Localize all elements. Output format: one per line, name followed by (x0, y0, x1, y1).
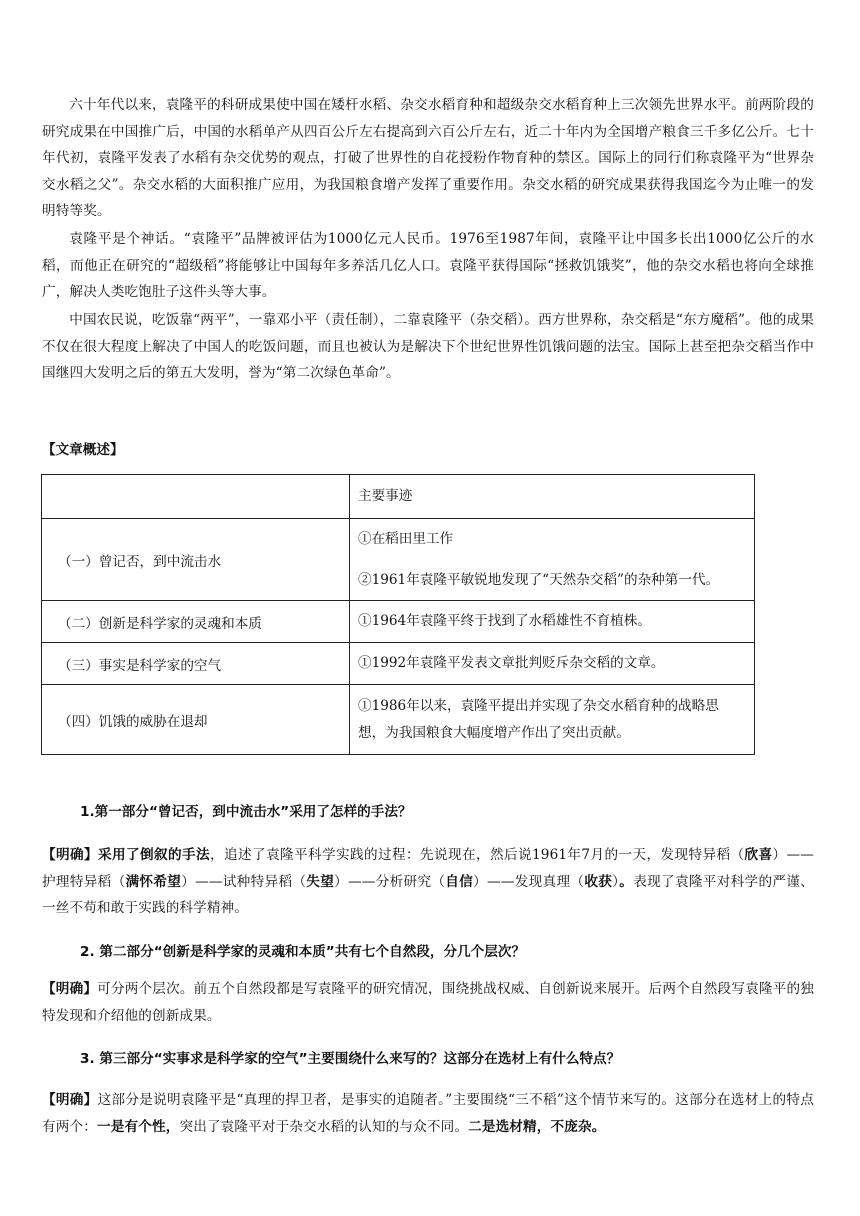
section-heading: 【文章概述】 (42, 442, 124, 458)
answer-text-run: ）——分析研究（ (334, 873, 446, 890)
table-row (42, 685, 755, 755)
question-1: 1.第一部分“曾记否，到中流击水”采用了怎样的手法？ (80, 804, 412, 820)
answer-text-run: 二是选材精，不庞杂。 (468, 1118, 606, 1135)
fact-item: ①在稻田里工作 (358, 530, 454, 547)
facts-cell (350, 519, 755, 601)
fact-item: ①1992年袁隆平发表文章批判贬斥杂交稻的文章。 (358, 655, 665, 671)
answer-body (42, 1092, 814, 1135)
table-header-row (42, 475, 755, 519)
facts-cell (350, 685, 755, 755)
part-cell: （一）曾记否，到中流击水 (42, 519, 350, 601)
answer-text-run: 突出了袁隆平对于杂交水稻的认知的与众不同。 (179, 1118, 469, 1135)
answer-3 (42, 1087, 814, 1140)
fact-item: ①1964年袁隆平终于找到了水稻雄性不育植株。 (358, 613, 651, 629)
answer-text-run: ，追述了袁隆平科学实践的过程：先说现在，然后说1961年7月的一天，发现特异稻（ (210, 847, 745, 863)
part-cell: （四）饥饿的威胁在退却 (42, 685, 350, 755)
answer-text-run: ） (612, 873, 620, 890)
answer-text-run: ）——护理特异稻（ (42, 847, 814, 890)
part-cell: （二）创新是科学家的灵魂和本质 (42, 601, 350, 643)
answer-text-run: 表现了袁隆平对科学的严谨、一丝不苟和敢于实践的科学精神。 (42, 873, 814, 916)
answer-text-run: ）——试种特异稻（ (181, 873, 307, 890)
part-cell: （三）事实是科学家的空气 (42, 643, 350, 685)
answer-text-run: 采用了倒叙的手法 (98, 847, 210, 863)
header-cell-right: 主要事迹 (350, 475, 755, 519)
answer-body (42, 847, 814, 916)
answer-text-run: 收获 (584, 873, 613, 890)
answer-text-run: 满怀希望 (125, 873, 182, 890)
answer-text-run: ）——发现真理（ (473, 873, 585, 890)
table-row (42, 643, 755, 685)
paragraph-3: 中国农民说，吃饭靠“两平”，一靠邓小平（责任制），二靠袁隆平（杂交稻）。西方世界称，杂交稻是“东方魔稻”。他的成果不仅在很大程度上解决了中国人的吃饭问题，而且也被认为是解决下个世纪世界性饥饿问题的法宝。国际上甚至把杂交稻当作中国继四大发明之后的第五大发明，誉为“第二次绿色革命”。 (42, 312, 814, 381)
answer-text-run: 可分两个层次。前五个自然段都是写袁隆平的研究情况，围绕挑战权威、自创新说来展开。后两个自然段写袁隆平的独特发现和介绍他的创新成果。 (42, 981, 815, 1024)
paragraph-1: 六十年代以来，袁隆平的科研成果使中国在矮杆水稻、杂交水稻育种和超级杂交水稻育种上三次领先世界水平。前两阶段的研究成果在中国推广后，中国的水稻单产从四百公斤左右提高到六百公斤左右，近二十年内为全国增产粮食三千多亿公斤。七十年代初，袁隆平发表了水稻有杂交优势的观点，打破了世界性的自花授粉作物育种的禁区。国际上的同行们称袁隆平为“世界杂交水稻之父”。杂交水稻的大面积推广应用，为我国粮食增产发挥了重要作用。杂交水稻的研究成果获得我国迄今为止唯一的发明特等奖。 (42, 97, 814, 219)
fact-item: ②1961年袁隆平敏锐地发现了“天然杂交稻”的杂种第一代。 (358, 571, 720, 588)
answer-text-run: 。 (619, 873, 634, 890)
answer-text-run: 自信 (445, 873, 474, 890)
question-2: 2. 第二部分“创新是科学家的灵魂和本质”共有七个自然段，分几个层次？ (80, 944, 526, 960)
table-row (42, 601, 755, 643)
table-row (42, 519, 755, 601)
question-3: 3. 第三部分“实事求是科学家的空气”主要围绕什么来写的？这部分在选材上有什么特点？ (80, 1051, 621, 1067)
answer-label: 【明确】 (42, 981, 98, 997)
answer-text-run: 一是有个性， (96, 1118, 180, 1135)
facts-cell (350, 601, 755, 643)
answer-2 (42, 976, 814, 1029)
summary-table (41, 474, 755, 755)
answer-text-run: 失望 (306, 873, 335, 890)
facts-cell (350, 643, 755, 685)
answer-body (42, 981, 814, 1024)
header-cell-left (42, 475, 350, 519)
answer-1 (42, 842, 814, 922)
answer-label: 【明确】 (42, 847, 98, 863)
fact-item: ①1986年以来，袁隆平提出并实现了杂交水稻育种的战略思想，为我国粮食大幅度增产作出了突出贡献。 (358, 697, 719, 741)
paragraph-2: 袁隆平是个神话。“袁隆平”品牌被评估为1000亿元人民币。1976至1987年间，袁隆平让中国多长出1000亿公斤的水稻，而他正在研究的“超级稻”将能够让中国每年多养活几亿人口。袁隆平获得国际“拯救饥饿奖”，他的杂交水稻也将向全球推广，解决人类吃饱肚子这件头等大事。 (42, 231, 815, 300)
answer-text-run: 欣喜 (744, 847, 773, 863)
answer-label: 【明确】 (42, 1092, 98, 1108)
answer-text-run: 这部分是说明袁隆平是“真理的捍卫者，是事实的追随者。”主要围绕“三不稻”这个情节来写的。这部分在选材上的特点有两个： (42, 1092, 814, 1135)
